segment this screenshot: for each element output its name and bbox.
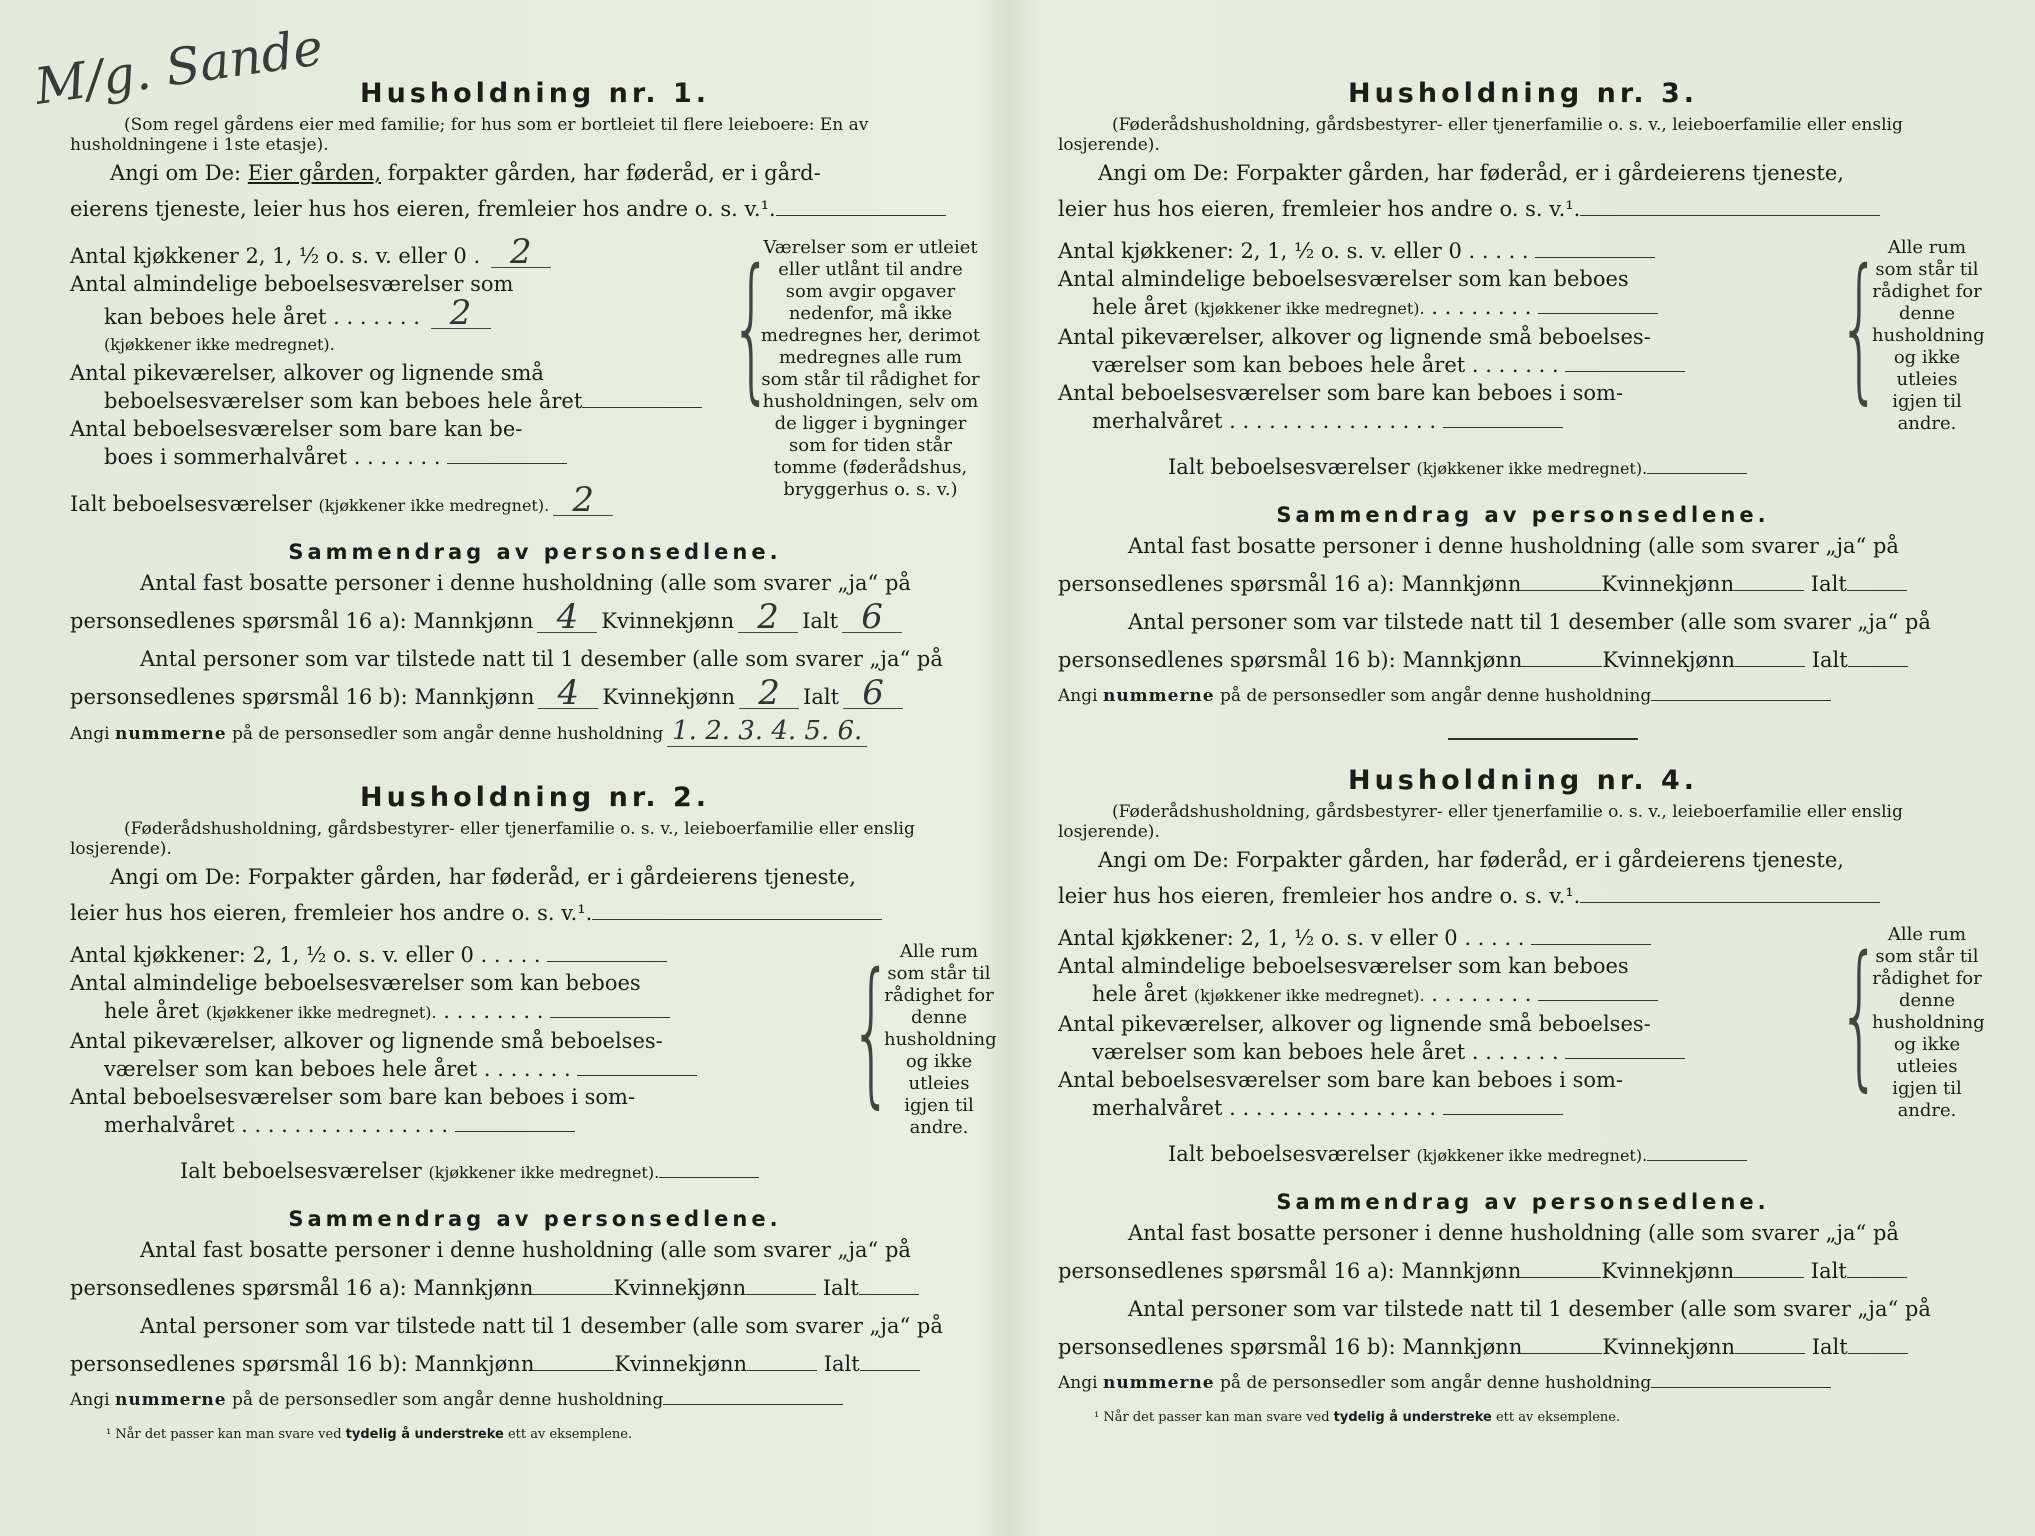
household-4: Husholdning nr. 4. (Føderådshusholdning, gårdsbestyrer- eller tjenerfamilie o. s. v., leieboerfamilie eller enslig losjerende). Angi om De: Forpakter gården, har føderåd, er i gårdeierens tjeneste, leier hus hos eieren, fremleier hos andre o. s. v.¹. Antal kjøkkener: 2, 1, ½ o. s. v eller 0 . . . . . Antal almindelige beboelsesværelser som kan beboes hele året (kjøkkener ikke medregnet). . . . . . . . . Antal pikeværelser, alkover og lignende små beboelses- værelser som kan beboes hele året . . . . . . . Antal beboelsesværelser som bare kan beboes i som- merhalvåret . . . . . . . . . . . . . . . . Ialt beboelsesværelser (kjøkkener ikke medregnet). { Alle rum som står til rådighet for denne husholdning og ikke utleies igjen til andre. Sammendrag av personsedlene. Antal fast bosatte personer i denne husholdning (alle som svarer „ja“ på personsedlenes spørsmål 16 a): Mannkjønn Kvinnekjønn Ialt Antal personer som var tilstede natt til 1 desember (alle som svarer „ja“ på personsedlenes spørsmål 16 b): Mannkjønn Kvinnekjønn Ialt Angi nummerne på de personsedler som angår denne husholdning ¹ Når det passer kan man svare ved tydelig å understreke ett av eksemplene. [1058, 765, 1988, 1425]
handwritten-value: 1. 2. 3. 4. 5. 6. [667, 716, 867, 747]
household-1-intro: (Som regel gårdens eier med familie; for hus som er bortleiet til flere leieboere: En av husholdningene i 1ste etasje). [70, 115, 869, 155]
footnote: ¹ Når det passer kan man svare ved tydelig å understreke ett av eksemplene. [1094, 1410, 1621, 1425]
household-3-title: Husholdning nr. 3. [1347, 78, 1699, 109]
handwritten-annotation: M/g. Sande [31, 18, 327, 116]
underlined-answer: Eier gården, [247, 161, 382, 185]
brace: { [850, 940, 893, 1124]
household-1-angi: Angi om De: Eier gården, forpakter gården, har føderåd, er i gård- [110, 161, 821, 185]
household-1-angi-2: eierens tjeneste, leier hus hos eieren, fremleier hos andre o. s. v.¹. [70, 191, 1000, 227]
right-page [1058, 0, 2018, 1536]
household-2-title: Husholdning nr. 2. [359, 782, 711, 813]
divider [1448, 738, 1638, 740]
household-1: Husholdning nr. 1. (Som regel gårdens eier med familie; for hus som er bortleiet til flere leieboere: En av husholdningene i 1ste etasje). Angi om De: Eier gården, forpakter gården, har føderåd, er i gård- eierens tjeneste, leier hus hos eieren, fremleier hos andre o. s. v.¹. Antal kjøkkener 2, 1, ½ o. s. v. eller 0 . 2 Antal almindelige beboelsesværelser som kan beboes hele året . . . . . . . 2 (kjøkkener ikke medregnet). Antal pikeværelser, alkover og lignende små beboelsesværelser som kan beboes hele året Antal beboelsesværelser som bare kan be- boes i sommerhalvåret . . . . . . . Ialt beboelsesværelser (kjøkkener ikke medregnet). 2 { Værelser som er utleiet eller utlånt til andre som avgir opgaver nedenfor, må ikke medregnes her, derimot medregnes alle rum som står til rådighet for husholdningen, selv om de ligger i bygninger som for tiden står tomme (føderådshus, bryggerhus o. s. v.) Sammendrag av personsedlene. Antal fast bosatte personer i denne husholdning (alle som svarer „ja“ på personsedlenes spørsmål 16 a): Mannkjønn 4 Kvinnekjønn 2 Ialt 6 Antal personer som var tilstede natt til 1 desember (alle som svarer „ja“ på personsedlenes spørsmål 16 b): Mannkjønn 4 Kvinnekjønn 2 Ialt 6 Angi nummerne på de personsedler som angår denne husholdning 1. 2. 3. 4. 5. 6. [70, 78, 1000, 751]
left-page [70, 0, 1030, 1536]
household-2: Husholdning nr. 2. (Føderådshusholdning, gårdsbestyrer- eller tjenerfamilie o. s. v., leieboerfamilie eller enslig losjerende). Angi om De: Forpakter gården, har føderåd, er i gårdeierens tjeneste, leier hus hos eieren, fremleier hos andre o. s. v.¹. Antal kjøkkener: 2, 1, ½ o. s. v. eller 0 . . . . . Antal almindelige beboelsesværelser som kan beboes hele året (kjøkkener ikke medregnet). . . . . . . . . Antal pikeværelser, alkover og lignende små beboelses- værelser som kan beboes hele året . . . . . . . Antal beboelsesværelser som bare kan beboes i som- merhalvåret . . . . . . . . . . . . . . . . Ialt beboelsesværelser (kjøkkener ikke medregnet). { Alle rum som står til rådighet for denne husholdning og ikke utleies igjen til andre. Sammendrag av personsedlene. Antal fast bosatte personer i denne husholdning (alle som svarer „ja“ på personsedlenes spørsmål 16 a): Mannkjønn Kvinnekjønn Ialt Antal personer som var tilstede natt til 1 desember (alle som svarer „ja“ på personsedlenes spørsmål 16 b): Mannkjønn Kvinnekjønn Ialt Angi nummerne på de personsedler som angår denne husholdning ¹ Når det passer kan man svare ved tydelig å understreke ett av eksemplene. [70, 782, 1000, 1442]
brace: { [730, 236, 773, 420]
brace: { [1838, 923, 1881, 1107]
household-1-summary-title: Sammendrag av personsedlene. [288, 540, 782, 564]
household-1-title: Husholdning nr. 1. [359, 78, 711, 109]
footnote: ¹ Når det passer kan man svare ved tydelig å understreke ett av eksemplene. [106, 1427, 633, 1442]
household-1-note: Værelser som er utleiet eller utlånt til andre som avgir opgaver nedenfor, må ikke medregnes her, derimot medregnes alle rum som står til rådighet for husholdningen, selv om de ligger i bygninger som for tiden står tomme (føderådshus, bryggerhus o. s. v.) [760, 237, 981, 500]
brace: { [1838, 236, 1881, 420]
household-4-title: Husholdning nr. 4. [1347, 765, 1699, 796]
handwritten-value: 2 [431, 298, 491, 329]
handwritten-value: 2 [553, 485, 613, 516]
household-1-rooms: Antal kjøkkener 2, 1, ½ o. s. v. eller 0 . 2 Antal almindelige beboelsesværelser som kan beboes hele året . . . . . . . 2 (kjøkkener ikke medregnet). Antal pikeværelser, alkover og lignende små beboelsesværelser som kan beboes hele året Antal beboelsesværelser som bare kan be- boes i sommerhalvåret . . . . . . . Ialt beboelsesværelser (kjøkkener ikke medregnet). 2 { Værelser som er utleiet eller utlånt til andre som avgir opgaver nedenfor, må ikke medregnes her, derimot medregnes alle rum som står til rådighet for husholdningen, selv om de ligger i bygninger som for tiden står tomme (føderådshus, bryggerhus o. s. v.) [70, 237, 1000, 524]
handwritten-value: 2 [491, 237, 551, 268]
household-3: Husholdning nr. 3. (Føderådshusholdning, gårdsbestyrer- eller tjenerfamilie o. s. v., leieboerfamilie eller enslig losjerende). Angi om De: Forpakter gården, har føderåd, er i gårdeierens tjeneste, leier hus hos eieren, fremleier hos andre o. s. v.¹. Antal kjøkkener: 2, 1, ½ o. s. v. eller 0 . . . . . Antal almindelige beboelsesværelser som kan beboes hele året (kjøkkener ikke medregnet). . . . . . . . . Antal pikeværelser, alkover og lignende små beboelses- værelser som kan beboes hele året . . . . . . . Antal beboelsesværelser som bare kan beboes i som- merhalvåret . . . . . . . . . . . . . . . . Ialt beboelsesværelser (kjøkkener ikke medregnet). { Alle rum som står til rådighet for denne husholdning og ikke utleies igjen til andre. Sammendrag av personsedlene. Antal fast bosatte personer i denne husholdning (alle som svarer „ja“ på personsedlenes spørsmål 16 a): Mannkjønn Kvinnekjønn Ialt Antal personer som var tilstede natt til 1 desember (alle som svarer „ja“ på personsedlenes spørsmål 16 b): Mannkjønn Kvinnekjønn Ialt Angi nummerne på de personsedler som angår denne husholdning [1058, 78, 1988, 713]
